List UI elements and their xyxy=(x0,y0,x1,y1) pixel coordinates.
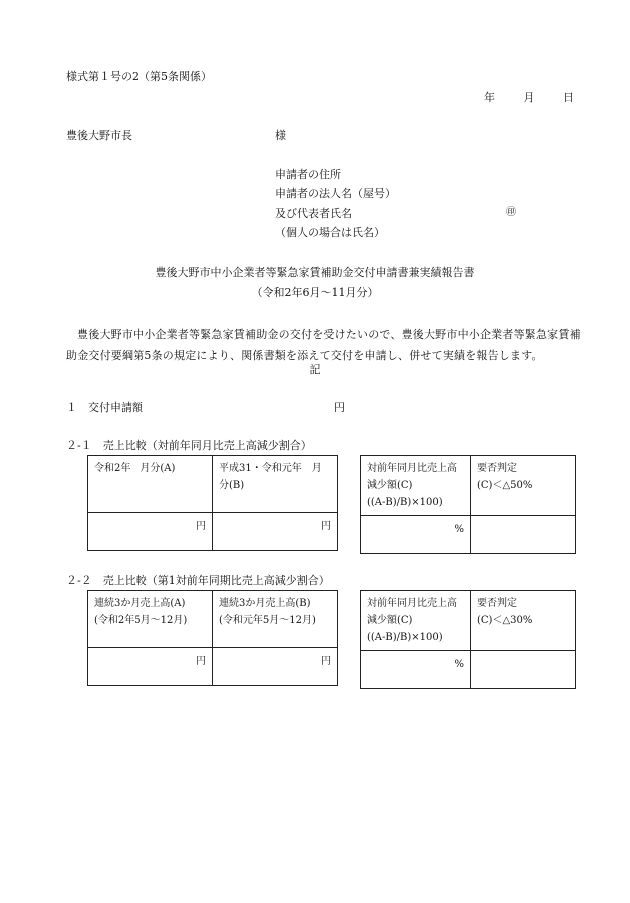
col-d-label: 要否判定 xyxy=(477,463,517,474)
date-day-label: 日 xyxy=(563,91,574,104)
section2-1-heading: ２-１ 売上比較（対前年同月比売上高減少割合） xyxy=(66,439,312,452)
col-b-value-cell[interactable]: 円 xyxy=(213,513,338,551)
col-c-header xyxy=(361,591,471,651)
col-a-header xyxy=(88,591,213,648)
col-d-header xyxy=(471,456,576,516)
document-subtitle: （令和2年6月～11月分） xyxy=(251,286,379,299)
section1-unit: 円 xyxy=(334,401,345,414)
document-title: 豊後大野市中小企業者等緊急家賃補助金交付申請書兼実績報告書 xyxy=(155,266,475,279)
col-d-rule: (C)＜△50% xyxy=(477,480,533,491)
form-number: 様式第１号の2（第5条関係） xyxy=(66,70,212,83)
body-paragraph: 豊後大野市中小企業者等緊急家賃補助金の交付を受けたいので、豊後大野市中小企業者等緊急家賃補助金交付要綱第5条の規定により、関係書類を添えて交付を申請し、併せて実績を報告します。 xyxy=(66,328,581,362)
date-month-label: 月 xyxy=(523,91,535,104)
section2-2-sales-table xyxy=(87,590,338,686)
seal-mark: ㊞ xyxy=(506,207,516,218)
col-d-value-cell[interactable] xyxy=(471,516,576,554)
section1-label: １ 交付申請額 xyxy=(66,401,143,414)
col-c-label: 対前年同月比売上高減少額(C) xyxy=(367,463,457,491)
addressee-name: 豊後大野市長 xyxy=(66,129,132,142)
col-c-formula: ((A-B)/B)×100) xyxy=(367,632,443,643)
section2-2-heading: ２-２ 売上比較（第1対前年同期比売上高減少割合） xyxy=(66,574,330,587)
col-a-value-cell[interactable]: 円 xyxy=(88,648,213,686)
col-c-value-cell[interactable]: % xyxy=(361,516,471,554)
col-b-header xyxy=(213,591,338,648)
applicant-rep-name-label: 及び代表者氏名 xyxy=(275,207,352,220)
col-c-header xyxy=(361,456,471,516)
col-a-label: 連続3か月売上高(A) xyxy=(94,598,186,609)
applicant-address-label: 申請者の住所 xyxy=(275,168,341,181)
date-field xyxy=(484,92,574,103)
col-b-value-cell[interactable]: 円 xyxy=(213,648,338,686)
ki-heading: 記 xyxy=(309,363,321,376)
col-c-formula: ((A-B)/B)×100) xyxy=(367,497,443,508)
col-b-period: (令和元年5月～12月) xyxy=(219,615,316,626)
col-d-label: 要否判定 xyxy=(477,598,517,609)
col-a-header: 令和2年 月分(A) xyxy=(88,456,213,513)
col-b-header: 平成31・令和元年 月分(B) xyxy=(213,456,338,513)
col-c-label: 対前年同月比売上高減少額(C) xyxy=(367,598,457,626)
col-d-value-cell[interactable] xyxy=(471,651,576,689)
section2-1-result-table xyxy=(360,455,576,554)
col-d-header xyxy=(471,591,576,651)
col-c-value-cell[interactable]: % xyxy=(361,651,471,689)
applicant-individual-note: （個人の場合は氏名） xyxy=(275,226,385,239)
addressee-honorific: 様 xyxy=(275,129,286,142)
section2-1-sales-table xyxy=(87,455,338,551)
date-year-label: 年 xyxy=(484,91,495,104)
col-a-period: (令和2年5月～12月) xyxy=(94,615,188,626)
applicant-corp-name-label: 申請者の法人名（屋号） xyxy=(275,187,396,200)
col-d-rule: (C)＜△30% xyxy=(477,615,533,626)
col-b-label: 連続3か月売上高(B) xyxy=(219,598,311,609)
section2-2-result-table xyxy=(360,590,576,689)
col-a-value-cell[interactable]: 円 xyxy=(88,513,213,551)
